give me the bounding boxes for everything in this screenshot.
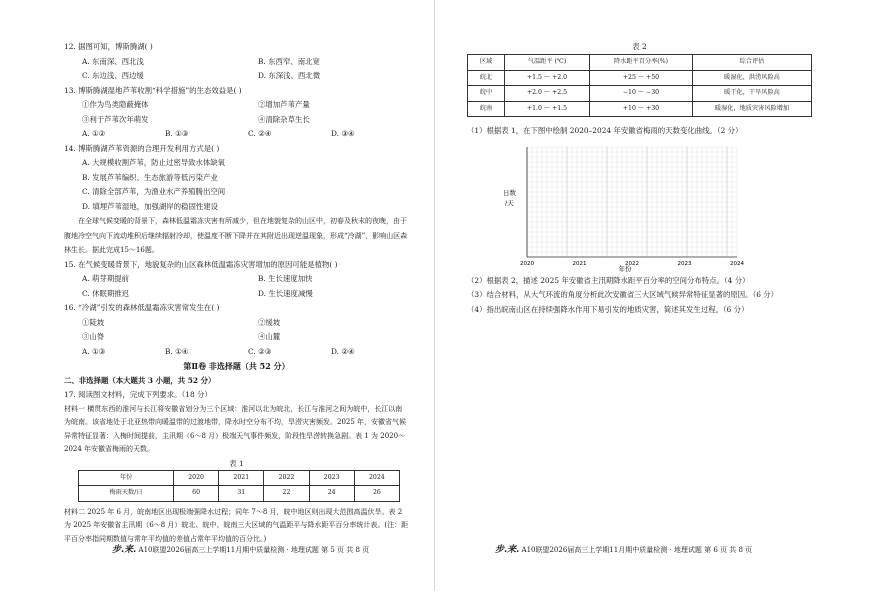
q13-answer-c: C. ②④ bbox=[248, 129, 272, 138]
q17-2: （2）根据表 2，描述 2025 年安徽省主汛期降水距平百分率的空间分布特点。（4 分） bbox=[467, 275, 750, 285]
q13-answer-b: B. ①③ bbox=[165, 129, 189, 138]
table2-cell: 皖南 bbox=[468, 101, 505, 117]
table1-days: 60 bbox=[174, 486, 219, 502]
table2 bbox=[467, 54, 812, 117]
x-tick-label: 2023 bbox=[677, 260, 692, 267]
table1 bbox=[78, 470, 400, 502]
right-footer-text: A10联盟2026届高三上学期11月期中质量检测 · 地理试题 第 6 页 共 8 页 bbox=[521, 546, 753, 554]
table2-cell: 暖湿化，洪涝风险高 bbox=[693, 70, 812, 86]
table1-year: 2021 bbox=[219, 470, 264, 486]
table2-cell: +10 ～ +30 bbox=[590, 101, 693, 117]
table1-year: 2024 bbox=[354, 470, 399, 486]
q15-16-intro: 在全球气候变暖的背景下，森林低温霜冻灾害有所减少，但在地貌复杂的山区中，初春及秋末的夜晚，由于腹地冷空气向下流动堆积后继续辐射冷却，使温度不断下降并在其附近出现逆温现象，形成“冷湖”，影响山区森林生长。据此完成15～16题。 bbox=[64, 217, 408, 254]
q17-stem: 17. 阅读图文材料，完成下列要求。（18 分） bbox=[64, 390, 212, 399]
table2-header: 综合评估 bbox=[693, 55, 812, 71]
q16-item-3: ③山脊 bbox=[82, 332, 105, 341]
q14-option-b: B. 发展芦苇编织、生态旅游等低污染产业 bbox=[82, 172, 218, 182]
left-footer-text: A10联盟2026届高三上学期11月期中质量检测 · 地理试题 第 5 页 共 8 页 bbox=[138, 546, 370, 554]
left-content bbox=[64, 40, 409, 546]
section2-heading: 二、非选择题（本大题共 3 小题，共 52 分） bbox=[64, 375, 216, 385]
x-tick-label: 2021 bbox=[572, 260, 587, 267]
table2-cell: +25 ～ +50 bbox=[590, 70, 693, 86]
q16-stem: 16. “冷湖”引发的森林低温霜冻灾害常发生在( ) bbox=[64, 303, 220, 312]
table2-caption: 表 2 bbox=[632, 42, 647, 51]
table2-cell: +1.5 ～ +2.0 bbox=[505, 70, 590, 86]
q16-item-2: ②缓坡 bbox=[258, 317, 281, 327]
q16-item-4: ④山麓 bbox=[258, 332, 281, 341]
q15-option-d: D. 生长速度减慢 bbox=[258, 288, 313, 298]
right-footer bbox=[495, 542, 752, 555]
q17-4: （4）指出皖南山区在持续强降水作用下易引发的地质灾害，简述其发生过程。（6 分） bbox=[467, 304, 749, 314]
q16-answer-c: C. ②③ bbox=[248, 346, 272, 356]
q15-option-c: C. 休眠期推迟 bbox=[82, 288, 130, 298]
q16-answer-b: B. ①④ bbox=[165, 346, 189, 356]
q15-stem: 15. 在气候变暖背景下，地貌复杂的山区森林低温霜冻灾害增加的原因可能是植物( ) bbox=[64, 259, 338, 269]
blank-grid-chart bbox=[497, 139, 757, 274]
q13-item-2: ②增加芦苇产量 bbox=[258, 100, 310, 109]
q12-option-c: C. 东边浅、西边缓 bbox=[82, 71, 144, 80]
chart-ylabel-2: /天 bbox=[505, 198, 514, 207]
q13-item-1: ①作为鸟类隐蔽掩体 bbox=[82, 100, 149, 109]
x-tick-label: 2020 bbox=[520, 260, 534, 267]
table2-cell: 暖湿化，地质灾害风险增加 bbox=[693, 101, 812, 117]
chart-ylabel-1: 日数 bbox=[503, 188, 516, 197]
q17-3: （3）结合材料，从大气环流的角度分析此次安徽省三大区域气候异常特征显著的原因。（6 分） bbox=[467, 290, 779, 299]
q13-answer-a: A. ①② bbox=[82, 129, 106, 138]
table1-days: 31 bbox=[219, 486, 264, 502]
q16-answer-a: A. ①③ bbox=[82, 346, 106, 356]
table1-days: 24 bbox=[309, 486, 354, 502]
q13-item-3: ③利于芦苇次年萌发 bbox=[82, 114, 149, 124]
material-2: 材料二 2025 年 6 月，皖南地区出现极端强降水过程；同年 7～8 月，皖中地区则出现大范围高温伏旱。表 2 为 2025 年安徽省主汛期（6～8 月）皖北、皖中、皖南三大区域的气温距平与降水距平百分率统计表。(注：距平百分率指同期数值与常年平均值的差值占常年平均值的百分比。) bbox=[64, 507, 409, 543]
table2-header: 区域 bbox=[468, 55, 505, 71]
left-footer bbox=[112, 542, 369, 555]
q14-option-c: C. 清除全部芦苇，为渔业水产养殖腾出空间 bbox=[82, 187, 226, 196]
q16-answer-d: D. ②④ bbox=[331, 346, 355, 356]
publisher-logo: 步.来. bbox=[495, 545, 520, 555]
table1-row-label: 梅雨天数/日 bbox=[79, 486, 174, 502]
table1-days: 22 bbox=[264, 486, 309, 502]
chart-x-ticks bbox=[520, 261, 744, 267]
table2-cell: +2.0 ～ +2.5 bbox=[505, 86, 590, 102]
table1-header-label: 年份 bbox=[79, 470, 174, 486]
q13-stem: 13. 博斯腾湖湿地芦苇收割“科学措施”的生态效益是( ) bbox=[64, 85, 242, 95]
table1-year: 2020 bbox=[174, 470, 219, 486]
q15-option-a: A. 萌芽期提前 bbox=[82, 274, 129, 283]
table2-header: 降水距平百分率(%) bbox=[590, 55, 693, 71]
table1-year: 2022 bbox=[264, 470, 309, 486]
table2-cell: −10 ～ −30 bbox=[590, 86, 693, 102]
table2-cell: +1.0 ～ +1.5 bbox=[505, 101, 590, 117]
q16-item-1: ①陡坡 bbox=[82, 317, 105, 327]
q12-stem: 12. 据图可知，博斯腾湖( ) bbox=[64, 42, 153, 51]
chart-grid bbox=[527, 147, 737, 257]
x-tick-label: 2024 bbox=[730, 260, 744, 267]
part2-title: 第Ⅱ卷 非选择题（共 52 分） bbox=[183, 361, 290, 371]
table1-caption: 表 1 bbox=[229, 458, 244, 468]
q14-stem: 14. 博斯腾湖芦苇资源的合理开发利用方式是( ) bbox=[64, 143, 220, 153]
q14-option-d: D. 填埋芦苇湿地，加强湖岸的稳固性建设 bbox=[82, 201, 219, 211]
table2-header: 气温距平 (℃) bbox=[505, 55, 590, 71]
table2-cell: 皖中 bbox=[468, 86, 505, 102]
q12-option-b: B. 东西窄、南北宽 bbox=[258, 56, 320, 66]
x-tick-label: 2022 bbox=[625, 260, 639, 267]
table2-cell: 皖北 bbox=[468, 70, 505, 86]
q12-option-a: A. 东南深、西北浅 bbox=[82, 56, 144, 66]
material-1: 材料一 横贯东西的淮河与长江将安徽省划分为三个区域：淮河以北为皖北，长江与淮河之间为皖中，长江以南为皖南。该省地处于北亚热带向暖温带的过渡地带，降水时空分布不均，旱涝灾害频发。2025 年，安徽省气候异常特征显著：入梅时间提前，主汛期（6～8 月）极端天气事件频发，阶段性旱涝转换急剧。表 1 为 2020～2024 年安徽省梅雨的天数。 bbox=[64, 404, 407, 453]
q15-option-b: B. 生长速度加快 bbox=[258, 274, 313, 283]
q12-option-d: D. 东深浅、西北微 bbox=[258, 71, 321, 80]
q14-option-a: A. 大规模收割芦苇，防止过密导致水体缺氧 bbox=[82, 158, 226, 167]
q13-item-4: ④清除杂草生长 bbox=[258, 114, 310, 124]
table1-year: 2023 bbox=[309, 470, 354, 486]
page-6 bbox=[435, 0, 870, 591]
chart-xlabel: 年份 bbox=[618, 264, 632, 273]
q13-answer-d: D. ③④ bbox=[331, 129, 355, 138]
q17-1: （1）根据表 1，在下图中绘制 2020–2024 年安徽省梅雨的天数变化曲线。（2 分） bbox=[467, 126, 743, 135]
publisher-logo: 步.来. bbox=[112, 545, 137, 555]
table2-cell: 暖干化，干旱风险高 bbox=[693, 86, 812, 102]
right-content bbox=[467, 40, 832, 317]
table1-days: 26 bbox=[354, 486, 399, 502]
